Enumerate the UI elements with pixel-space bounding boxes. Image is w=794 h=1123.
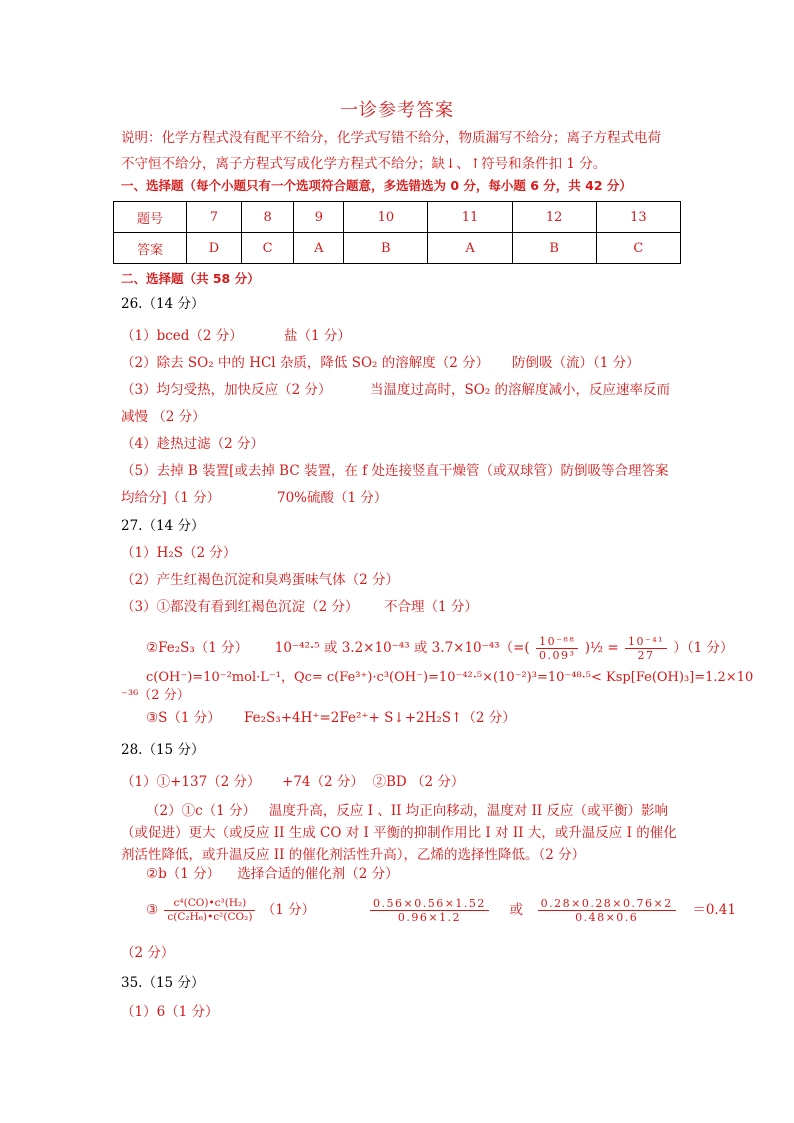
fraction-1-denominator: 0.09³ — [538, 649, 576, 662]
q27-part1: （1）H₂S（2 分） — [121, 545, 237, 561]
note-line-2: 不守恒不给分，离子方程式写成化学方程式不给分；缺↓、↑符号和条件扣 1 分。 — [121, 156, 607, 172]
question-number: 12 — [512, 202, 596, 233]
q27-value-text: 10⁻⁴²·⁵ 或 3.2×10⁻⁴³ 或 3.7×10⁻⁴³（=( — [274, 640, 530, 656]
q26-part3c: 减慢 （2 分） — [121, 409, 206, 425]
fraction-2 — [625, 635, 667, 662]
q28-part2a: （2）①c（1 分） 温度升高，反应 I 、II 均正向移动，温度对 II 反应（或平衡）影响 — [146, 803, 669, 819]
q27-calc-line-1: c(OH⁻)=10⁻²mol·L⁻¹，Qc= c(Fe³⁺)·c³(OH⁻)=10⁻⁴²·⁵×(10⁻²)³=10⁻⁴⁸·⁵< Ksp[Fe(OH)₃]=1.2×10 — [146, 670, 754, 685]
question-number: 8 — [241, 202, 294, 233]
row-label-answer: 答案 — [114, 233, 187, 264]
calc-a-numerator: 0.56×0.56×1.52 — [370, 897, 489, 911]
q27-fe2s3: ②Fe₂S₃（1 分） — [146, 640, 249, 656]
q26-part2a: （2）除去 SO₂ 中的 HCl 杂质，降低 SO₂ 的溶解度（2 分） — [121, 355, 490, 371]
q28-header: 28.（15 分） — [121, 742, 205, 758]
q27-part3d-2: Fe₂S₃+4H⁺=2Fe²⁺+ S↓+2H₂S↑（2 分） — [244, 710, 516, 726]
answer-cell: B — [512, 233, 596, 264]
answer-cell: B — [344, 233, 428, 264]
note-line-1: 说明：化学方程式没有配平不给分，化学式写错不给分，物质漏写不给分；离子方程式电荷 — [121, 130, 661, 146]
q26-part3b: 当温度过高时，SO₂ 的溶解度减小，反应速率反而 — [370, 382, 671, 398]
q27-power: )½ = — [584, 640, 619, 656]
fraction-2-numerator: 10⁻⁴¹ — [625, 635, 667, 649]
section-2-heading: 二、选择题（共 58 分） — [121, 271, 260, 286]
q27-part3b: 不合理（1 分） — [384, 599, 478, 615]
k-denominator: c(C₂H₆)•c²(CO₂) — [167, 911, 253, 923]
q28-part2d: ②b（1 分） 选择合适的催化剂（2 分） — [146, 866, 399, 882]
q26-part1b: 盐（1 分） — [284, 328, 351, 344]
answer-cell: A — [428, 233, 512, 264]
calc-fraction-b — [538, 897, 676, 924]
q28-last-points: （2 分） — [121, 945, 175, 961]
q26-part2b: 防倒吸（流）（1 分） — [512, 355, 640, 371]
question-number: 11 — [428, 202, 512, 233]
q28-circle-3: ③ — [146, 902, 159, 918]
calc-a-denominator: 0.96×1.2 — [397, 911, 462, 924]
q35-part1: （1）6（1 分） — [121, 1004, 219, 1020]
k-numerator: c⁴(CO)•c³(H₂) — [164, 897, 255, 911]
answer-cell: C — [596, 233, 680, 264]
fraction-2-denominator: 27 — [637, 649, 655, 662]
q26-part1a: （1）bced（2 分） — [121, 328, 243, 344]
table-row — [114, 202, 681, 233]
question-number: 9 — [294, 202, 344, 233]
q26-part5c: 70%硫酸（1 分） — [277, 490, 388, 506]
q27-part2: （2）产生红褐色沉淀和臭鸡蛋味气体（2 分） — [121, 572, 399, 588]
calc-result: ＝0.41 — [692, 902, 736, 918]
page-title: 一诊参考答案 — [340, 100, 454, 121]
q35-header: 35.（15 分） — [121, 975, 205, 991]
q28-part3-points: （1 分） — [261, 902, 316, 918]
or-word: 或 — [509, 902, 524, 918]
table-row — [114, 233, 681, 264]
fraction-1 — [536, 635, 578, 662]
calc-b-denominator: 0.48×0.6 — [575, 911, 639, 924]
answer-cell: A — [294, 233, 344, 264]
answer-cell: D — [187, 233, 242, 264]
q27-part3c-formula — [146, 635, 734, 662]
row-label-number: 题号 — [114, 202, 187, 233]
q27-part3d-1: ③S（1 分） — [146, 710, 221, 726]
question-number: 10 — [344, 202, 428, 233]
q27-header: 27.（14 分） — [121, 518, 205, 534]
section-1-heading: 一、选择题（每个小题只有一个选项符合题意，多选错选为 0 分，每小题 6 分，共 42 分） — [121, 178, 632, 193]
q28-part2c: 剂活性降低，或升温反应 II 的催化剂活性升高），乙烯的选择性降低。（2 分） — [121, 847, 586, 863]
q28-part1: （1）①+137（2 分） +74（2 分） ②BD （2 分） — [121, 774, 465, 790]
q28-part3-formula — [146, 897, 315, 924]
q27-points: ）（1 分） — [673, 640, 734, 656]
calc-b-numerator: 0.28×0.28×0.76×2 — [538, 897, 676, 911]
question-number: 7 — [187, 202, 242, 233]
q28-part2b: （或促进）更大（或反应 II 生成 CO 对 I 平衡的抑制作用比 I 对 II 大，或升温反应 I 的催化 — [121, 825, 677, 841]
question-number: 13 — [596, 202, 680, 233]
answer-table — [113, 201, 681, 264]
answer-cell: C — [241, 233, 294, 264]
q26-part5b: 均给分]（1 分） — [121, 490, 221, 506]
q27-calc-line-2: ⁻³⁶（2 分） — [121, 688, 190, 703]
q26-part4: （4）趁热过滤（2 分） — [121, 436, 264, 452]
q26-header: 26.（14 分） — [121, 296, 205, 312]
q27-part3a: （3）①都没有看到红褐色沉淀（2 分） — [121, 599, 359, 615]
q26-part5a: （5）去掉 B 装置[或去掉 BC 装置，在 f 处连接竖直干燥管（或双球管）防倒吸等合理答案 — [121, 463, 669, 479]
fraction-1-numerator: 10⁻⁸⁸ — [536, 635, 578, 649]
calc-fraction-a — [370, 897, 489, 924]
equilibrium-constant-fraction — [164, 897, 255, 924]
q26-part3a: （3）均匀受热，加快反应（2 分） — [121, 382, 332, 398]
q28-calc-formula — [368, 897, 736, 924]
